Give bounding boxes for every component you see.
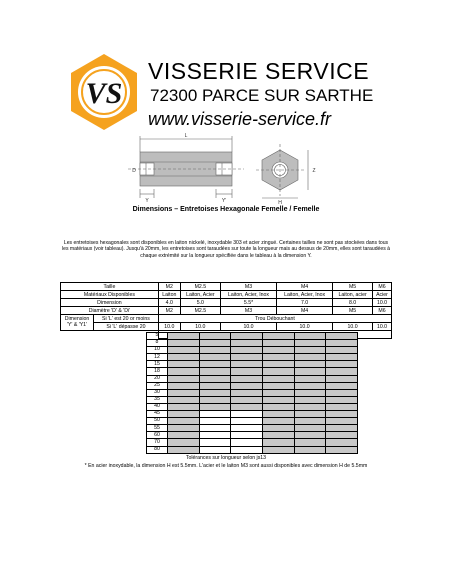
availability-cell: [326, 347, 358, 354]
spacer-drawing: [124, 132, 324, 204]
table-cell: 10.0: [220, 323, 276, 331]
table-cell: M4: [277, 307, 333, 315]
availability-cell: [168, 403, 200, 410]
length-value: 12: [147, 354, 168, 361]
label-y: Y: [145, 198, 149, 204]
length-value: 80: [147, 446, 168, 453]
length-value: 20: [147, 375, 168, 382]
lengths-table: [146, 332, 358, 454]
table-cell: 10.0: [277, 323, 333, 331]
table-cell: M6: [373, 307, 392, 315]
availability-cell: [231, 425, 263, 432]
availability-cell: [262, 354, 294, 361]
table-cell: M3: [220, 283, 276, 291]
availability-cell: [294, 425, 326, 432]
table-cell: 5.5*: [220, 299, 276, 307]
availability-cell: [294, 354, 326, 361]
table-cell: M2: [158, 307, 180, 315]
availability-cell: [326, 389, 358, 396]
availability-cell: [326, 446, 358, 453]
availability-cell: [231, 403, 263, 410]
footnote: * En acier inoxydable, la dimension H est 5.5mm. L'acier et le laiton M3 sont aussi disponibles avec dimension H de 5.5mm: [84, 463, 368, 469]
table-cell: M5: [333, 283, 373, 291]
dim-y-label: Dimension 'Y' & 'Y1': [61, 315, 94, 331]
availability-cell: [231, 411, 263, 418]
availability-cell: [294, 340, 326, 347]
availability-cell: [262, 432, 294, 439]
length-value: 30: [147, 389, 168, 396]
table-cell: M2.5: [180, 307, 220, 315]
availability-cell: [168, 361, 200, 368]
table-cell: Laiton, Acier: [180, 291, 220, 299]
availability-cell: [199, 347, 231, 354]
table-row: [61, 299, 392, 307]
availability-cell: [168, 333, 200, 340]
table-row: [147, 382, 358, 389]
availability-cell: [199, 439, 231, 446]
label-l: L: [184, 133, 188, 139]
length-value: 40: [147, 403, 168, 410]
availability-cell: [262, 418, 294, 425]
availability-cell: [326, 418, 358, 425]
availability-cell: [262, 375, 294, 382]
availability-cell: [199, 340, 231, 347]
availability-cell: [262, 446, 294, 453]
availability-cell: [231, 361, 263, 368]
availability-cell: [326, 439, 358, 446]
table-cell: 5.0: [180, 299, 220, 307]
length-value: 18: [147, 368, 168, 375]
brand-address: 72300 PARCE SUR SARTHE: [150, 86, 374, 105]
availability-cell: [168, 340, 200, 347]
table-row: [147, 439, 358, 446]
availability-cell: [199, 354, 231, 361]
table-row: [61, 315, 392, 323]
availability-cell: [326, 333, 358, 340]
page-title: Dimensions – Entretoises Hexagonale Femelle / Femelle: [132, 206, 320, 213]
availability-cell: [231, 432, 263, 439]
availability-cell: [262, 361, 294, 368]
table-row: [147, 340, 358, 347]
spec-table: [60, 282, 392, 339]
availability-cell: [294, 432, 326, 439]
availability-cell: [199, 425, 231, 432]
table-cell: 10.0: [333, 323, 373, 331]
availability-cell: [326, 382, 358, 389]
table-row: [147, 368, 358, 375]
availability-cell: [231, 418, 263, 425]
table-row: [61, 307, 392, 315]
availability-cell: [168, 347, 200, 354]
table-row: [61, 323, 392, 331]
availability-cell: [326, 375, 358, 382]
table-cell: M2.5: [180, 283, 220, 291]
table-cell: 7.0: [277, 299, 333, 307]
availability-cell: [262, 425, 294, 432]
availability-cell: [326, 396, 358, 403]
table-row: [147, 425, 358, 432]
availability-cell: [262, 333, 294, 340]
length-value: 35: [147, 396, 168, 403]
availability-cell: [294, 361, 326, 368]
availability-cell: [326, 403, 358, 410]
length-value: 70: [147, 439, 168, 446]
if-long-label: Si 'L' dépasse 20: [94, 323, 159, 331]
table-cell: 10.0: [158, 323, 180, 331]
table-row: [147, 389, 358, 396]
availability-cell: [231, 389, 263, 396]
availability-cell: [262, 396, 294, 403]
availability-cell: [199, 375, 231, 382]
availability-cell: [231, 368, 263, 375]
intro-text: Les entretoises hexagonales sont disponibles en laiton nickelé, inoxydable 303 et acier zingué. Certaines tailles ne sont pas stockées dans tous les matériaux (voir tableau). Jusqu'à 20mm, les entretoises sont taraudées sur toute la longueur mais au dessus de 20mm, elles sont taraudées à chaque extrémité sur la longueur spécifiée dans le tableau à la dimension Y.: [62, 240, 390, 259]
availability-cell: [199, 396, 231, 403]
table-row: [147, 396, 358, 403]
table-cell: M2: [158, 283, 180, 291]
availability-cell: [168, 439, 200, 446]
label-y1: Y': [221, 198, 227, 204]
availability-cell: [294, 347, 326, 354]
availability-cell: [326, 432, 358, 439]
availability-cell: [199, 403, 231, 410]
availability-cell: [326, 354, 358, 361]
length-value: 5: [147, 333, 168, 340]
table-row: [147, 446, 358, 453]
tolerance-note: Tolérances sur longueur selon js13: [185, 455, 267, 461]
table-row: [147, 432, 358, 439]
brand-block: [148, 58, 388, 131]
table-cell: M4: [277, 283, 333, 291]
availability-cell: [294, 396, 326, 403]
availability-cell: [326, 361, 358, 368]
brand-website[interactable]: www.visserie-service.fr: [148, 109, 332, 129]
length-value: 8: [147, 340, 168, 347]
length-value: 55: [147, 425, 168, 432]
if-short-label: Si 'L' est 20 or moins: [94, 315, 159, 323]
availability-cell: [294, 411, 326, 418]
availability-cell: [294, 418, 326, 425]
availability-cell: [294, 446, 326, 453]
length-value: 60: [147, 432, 168, 439]
availability-cell: [168, 446, 200, 453]
availability-cell: [231, 439, 263, 446]
availability-cell: [294, 382, 326, 389]
availability-cell: [199, 446, 231, 453]
availability-cell: [231, 375, 263, 382]
availability-cell: [199, 368, 231, 375]
logo-letters: VS: [85, 77, 123, 110]
table-cell: M6: [373, 283, 392, 291]
availability-cell: [262, 389, 294, 396]
availability-cell: [294, 375, 326, 382]
table-row: [61, 291, 392, 299]
availability-cell: [326, 411, 358, 418]
table-row: [61, 283, 392, 291]
availability-cell: [262, 403, 294, 410]
availability-cell: [168, 389, 200, 396]
table-cell: M3: [220, 307, 276, 315]
availability-cell: [326, 368, 358, 375]
availability-cell: [199, 382, 231, 389]
availability-cell: [199, 432, 231, 439]
table-row: [147, 418, 358, 425]
availability-cell: [231, 354, 263, 361]
availability-cell: [262, 368, 294, 375]
length-value: 25: [147, 382, 168, 389]
availability-cell: [168, 354, 200, 361]
label-z: Z: [312, 168, 316, 174]
table-row: [147, 333, 358, 340]
length-value: 15: [147, 361, 168, 368]
table-cell: Laiton, Acier, Inox: [277, 291, 333, 299]
availability-cell: [326, 340, 358, 347]
table-cell: Laiton, acier: [333, 291, 373, 299]
availability-cell: [262, 411, 294, 418]
availability-cell: [262, 439, 294, 446]
table-cell: 10.0: [180, 323, 220, 331]
length-value: 45: [147, 411, 168, 418]
availability-cell: [294, 389, 326, 396]
availability-cell: [294, 368, 326, 375]
table-cell: M5: [333, 307, 373, 315]
table-cell: Laiton, Acier, Inox: [220, 291, 276, 299]
availability-cell: [262, 347, 294, 354]
availability-cell: [199, 333, 231, 340]
table-row: [147, 361, 358, 368]
availability-cell: [168, 396, 200, 403]
dimension-label: Dimension: [61, 299, 159, 307]
label-d: D: [132, 168, 136, 174]
table-row: [147, 403, 358, 410]
availability-cell: [168, 375, 200, 382]
availability-cell: [326, 425, 358, 432]
table-row: [147, 411, 358, 418]
table-row: [147, 375, 358, 382]
availability-cell: [168, 418, 200, 425]
availability-cell: [231, 347, 263, 354]
availability-cell: [168, 432, 200, 439]
availability-cell: [231, 382, 263, 389]
label-h: H: [278, 200, 282, 204]
availability-cell: [168, 382, 200, 389]
diameter-label: Diamètre 'D' & 'Di': [61, 307, 159, 315]
availability-cell: [231, 333, 263, 340]
table-cell: 10.0: [373, 323, 392, 331]
length-value: 10: [147, 347, 168, 354]
availability-cell: [199, 389, 231, 396]
table-cell: 10.0: [373, 299, 392, 307]
visserie-logo: [64, 52, 144, 132]
table-cell: 4.0: [158, 299, 180, 307]
availability-cell: [168, 411, 200, 418]
availability-cell: [168, 425, 200, 432]
table-cell: Acier: [373, 291, 392, 299]
table-row: [147, 354, 358, 361]
availability-cell: [199, 418, 231, 425]
table-row: [147, 347, 358, 354]
table-cell: Laiton: [158, 291, 180, 299]
brand-name: VISSERIE SERVICE: [148, 58, 370, 84]
availability-cell: [262, 382, 294, 389]
availability-cell: [199, 361, 231, 368]
availability-cell: [231, 446, 263, 453]
materials-label: Matériaux Disponibles: [61, 291, 159, 299]
taille-label: Taille: [61, 283, 159, 291]
availability-cell: [294, 439, 326, 446]
availability-cell: [294, 403, 326, 410]
availability-cell: [231, 396, 263, 403]
through-hole: Trou Débouchant: [158, 315, 391, 323]
length-value: 50: [147, 418, 168, 425]
availability-cell: [168, 368, 200, 375]
availability-cell: [199, 411, 231, 418]
availability-cell: [231, 340, 263, 347]
table-cell: 8.0: [333, 299, 373, 307]
availability-cell: [294, 333, 326, 340]
availability-cell: [262, 340, 294, 347]
